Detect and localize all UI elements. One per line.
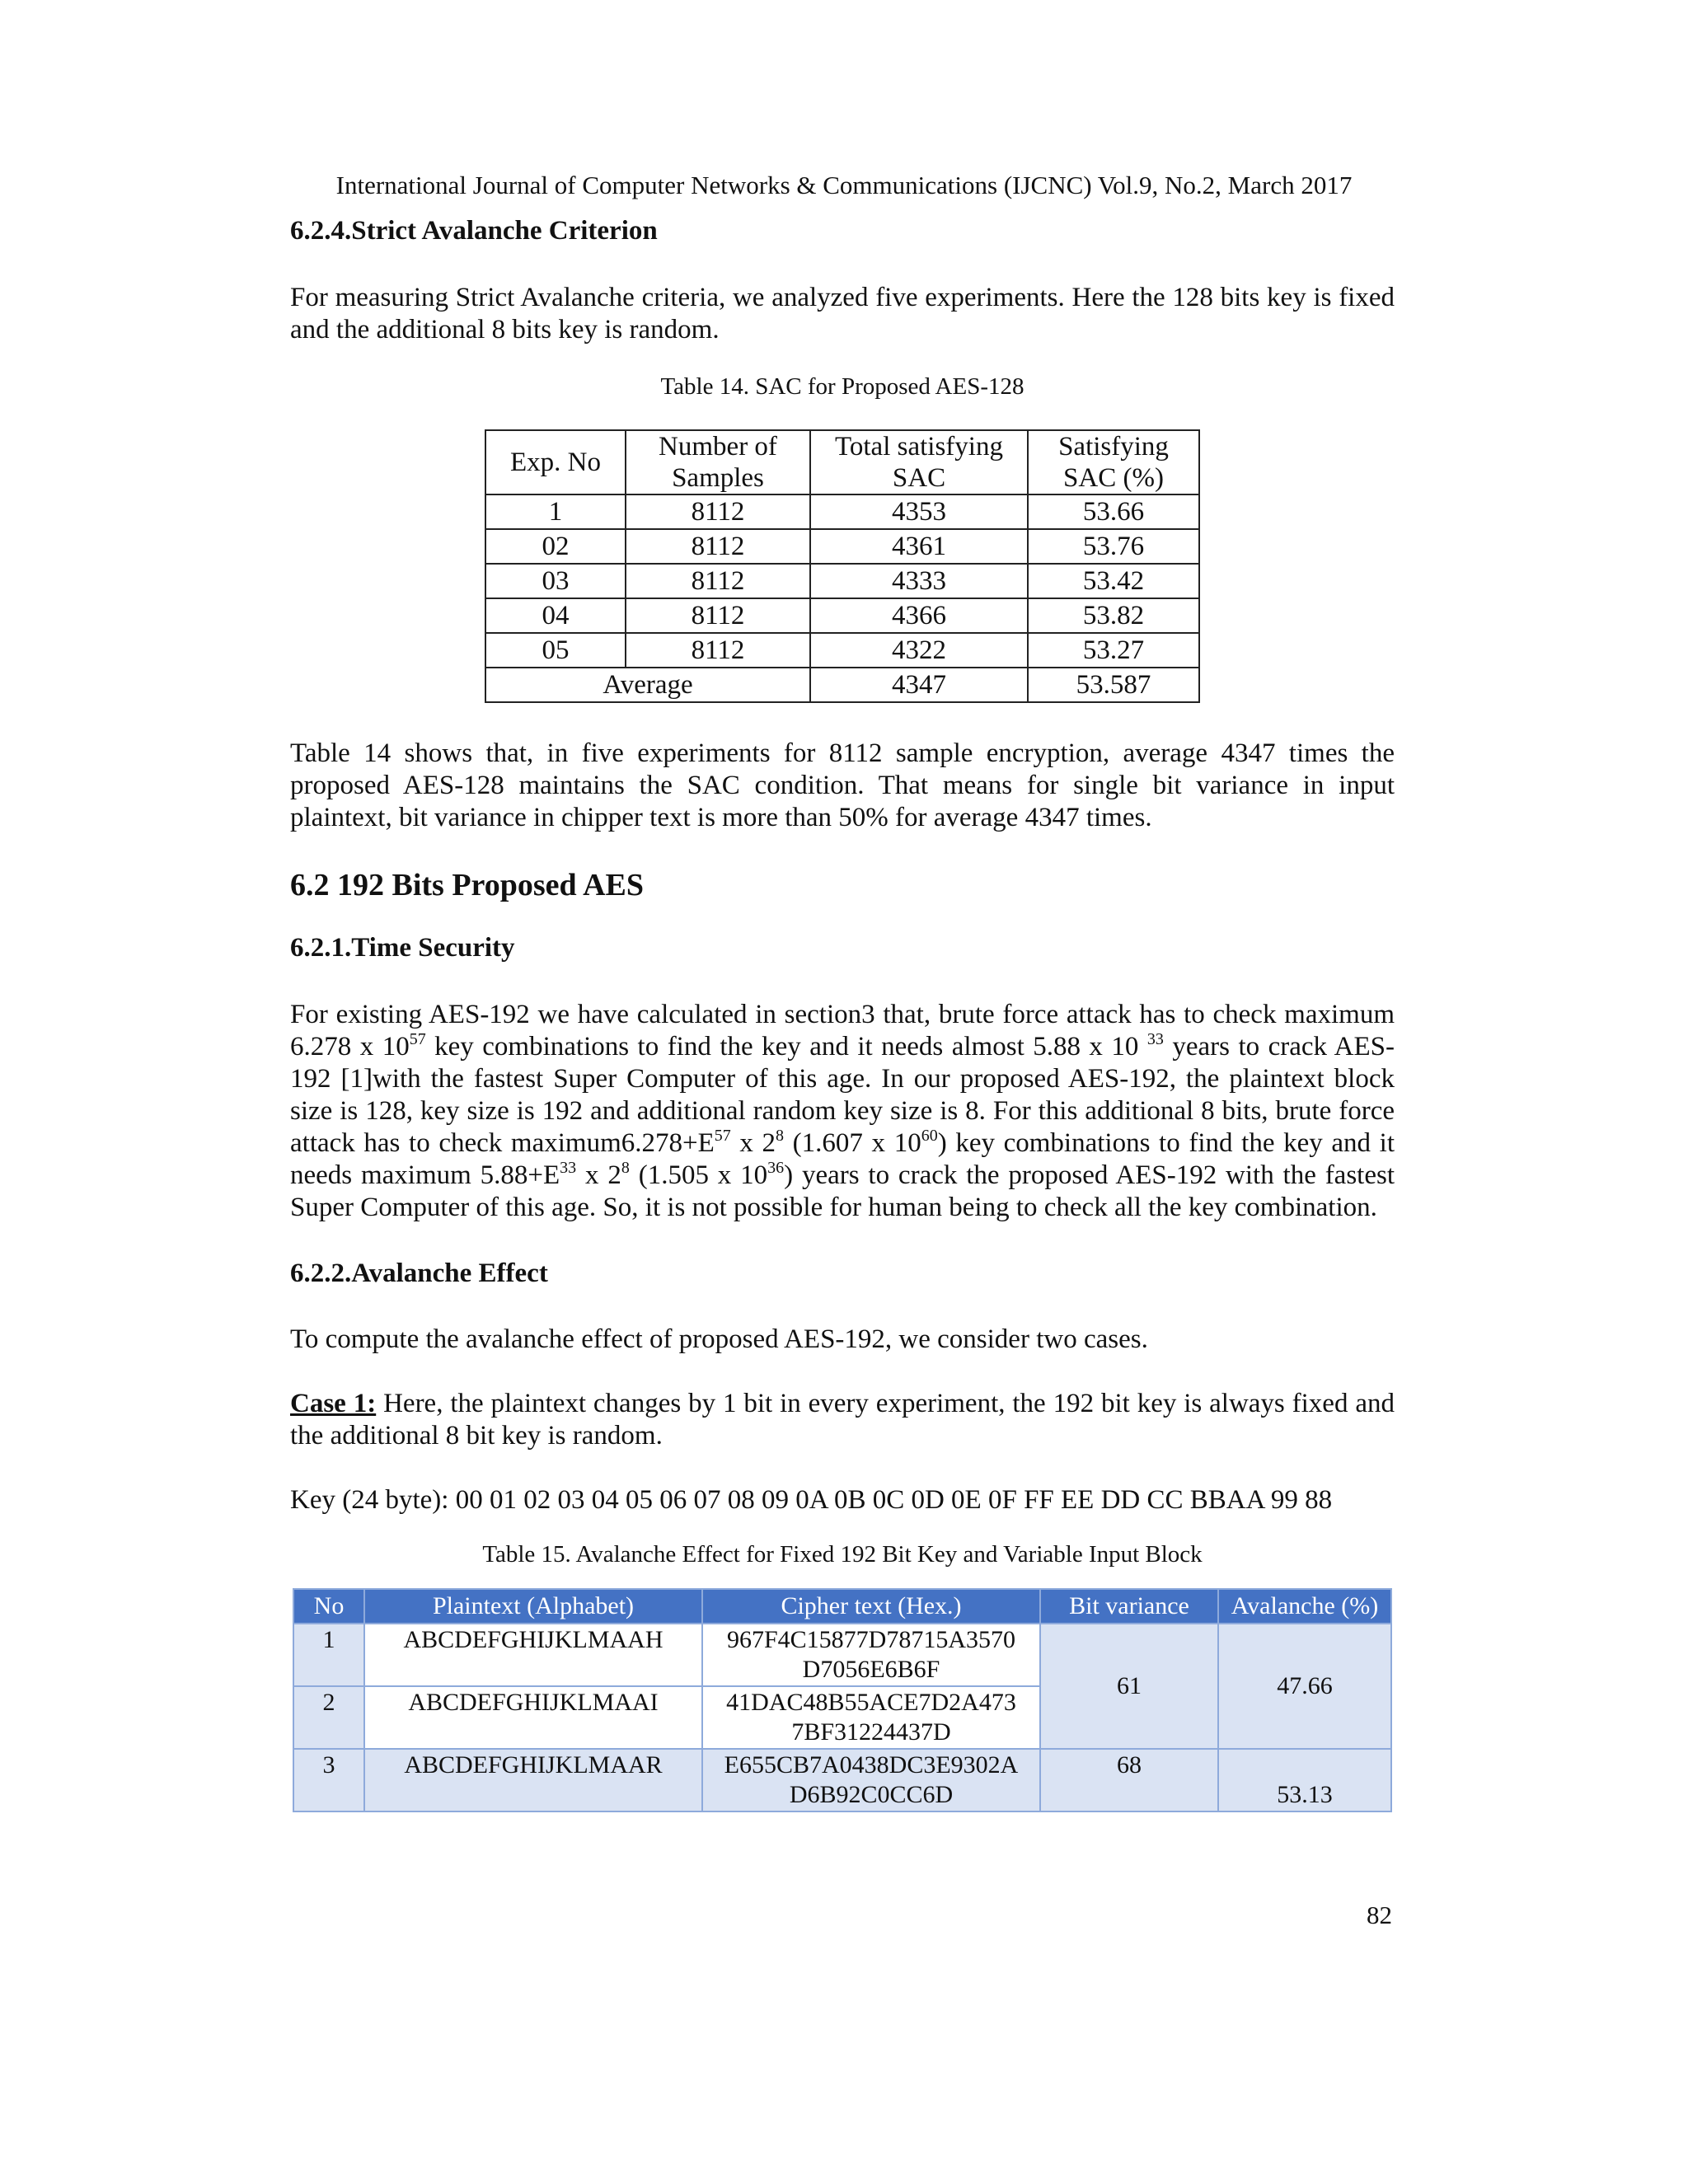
table15-no: 1: [293, 1624, 364, 1686]
table14-cell: 02: [485, 529, 626, 564]
paragraph-case1: [290, 1388, 1395, 1452]
table14-average-total: 4347: [810, 668, 1028, 702]
table14-header: Satisfying SAC (%): [1028, 430, 1199, 494]
table14-cell: 04: [485, 598, 626, 633]
table14-cell: 05: [485, 633, 626, 668]
case-label: Case 1:: [290, 1389, 377, 1418]
paragraph-time-security: [290, 999, 1395, 1224]
paragraph-table14-discussion: Table 14 shows that, in five experiments for 8112 sample encryption, average 4347 times the proposed AES-128 maintains the SAC condition. That means for single bit variance in input plaintext, bit variance in chipper text is more than 50% for average 4347 times.: [290, 738, 1395, 832]
table15-bit-variance: 68: [1040, 1749, 1218, 1811]
text-run: x 2: [576, 1160, 621, 1190]
text-run: (1.607 x 10: [784, 1128, 921, 1158]
table15-ciphertext: [702, 1686, 1040, 1749]
table-row: [293, 1749, 1391, 1811]
table14-cell: 4322: [810, 633, 1028, 668]
table-row: [485, 564, 1199, 598]
text-run: x 2: [730, 1128, 776, 1158]
page-number: 82: [1367, 1900, 1392, 1929]
superscript: 33: [560, 1159, 577, 1177]
table14-cell: 1: [485, 494, 626, 529]
table15-bit-variance: 61: [1040, 1624, 1218, 1749]
text-run: years to crack AES-192 [1]with the fastest Super Computer of this age. In our proposed AES-192, the plaintext block size is 128, key size is 192 and additional random key size is 8. For this additional 8 bits, brute force attack has to check maximum6.278+E: [290, 1032, 1395, 1158]
table-row: [485, 529, 1199, 564]
table15-ciphertext: [702, 1624, 1040, 1686]
table14-cell: 8112: [626, 564, 810, 598]
cipher-line: 967F4C15877D78715A3570: [726, 1626, 1016, 1653]
table14-cell: 53.66: [1028, 494, 1199, 529]
table14: [485, 429, 1200, 703]
table14-cell: 8112: [626, 633, 810, 668]
table14-cell: 4361: [810, 529, 1028, 564]
table15: [293, 1588, 1392, 1812]
superscript: 8: [776, 1127, 785, 1145]
cipher-line: D7056E6B6F: [802, 1656, 940, 1683]
table-row: [485, 633, 1199, 668]
text-run: (1.505 x 10: [629, 1160, 768, 1190]
table14-average-percent: 53.587: [1028, 668, 1199, 702]
table14-average-label: Average: [485, 668, 810, 702]
paragraph-sac-intro: For measuring Strict Avalanche criteria, we analyzed five experiments. Here the 128 bits key is fixed and the additional 8 bits key is random.: [290, 283, 1395, 344]
table15-header: Plaintext (Alphabet): [364, 1589, 702, 1624]
table15-caption: Table 15. Avalanche Effect for Fixed 192 Bit Key and Variable Input Block: [482, 1541, 1203, 1568]
key-line: Key (24 byte): 00 01 02 03 04 05 06 07 08 09 0A 0B 0C 0D 0E 0F FF EE DD CC BBAA 99 88: [290, 1485, 1333, 1515]
cipher-line: E655CB7A0438DC3E9302A: [724, 1751, 1019, 1779]
table14-cell: 4333: [810, 564, 1028, 598]
table14-header: Number of Samples: [626, 430, 810, 494]
table15-header: No: [293, 1589, 364, 1624]
table15-plaintext: ABCDEFGHIJKLMAAR: [364, 1749, 702, 1811]
table-row: [485, 598, 1199, 633]
cipher-line: 7BF31224437D: [791, 1718, 951, 1746]
table15-plaintext: ABCDEFGHIJKLMAAI: [364, 1686, 702, 1749]
table14-cell: 4353: [810, 494, 1028, 529]
table14-cell: 53.82: [1028, 598, 1199, 633]
table14-cell: 53.76: [1028, 529, 1199, 564]
page-content: [290, 216, 1395, 1812]
text-run: Here, the plaintext changes by 1 bit in every experiment, the 192 bit key is always fixed and the additional 8 bit key is random.: [290, 1389, 1395, 1451]
table14-cell: 8112: [626, 494, 810, 529]
table15-header: Avalanche (%): [1218, 1589, 1391, 1624]
table14-header: Exp. No: [485, 430, 626, 494]
text-run: key combinations to find the key and it needs almost 5.88 x 10: [425, 1032, 1147, 1062]
table14-header-row: [485, 430, 1199, 494]
table14-average-row: [485, 668, 1199, 702]
text-run: ) years to crack the proposed AES-192 with the fastest Super Computer of this age. So, it is not possible for human being to check all the key combination.: [290, 1160, 1395, 1222]
table15-avalanche: 53.13: [1218, 1749, 1391, 1811]
table15-no: 2: [293, 1686, 364, 1749]
table14-caption: Table 14. SAC for Proposed AES-128: [660, 373, 1025, 400]
table-row: [293, 1624, 1391, 1686]
superscript: 60: [921, 1127, 938, 1145]
table15-plaintext: ABCDEFGHIJKLMAAH: [364, 1624, 702, 1686]
cipher-line: 41DAC48B55ACE7D2A473: [726, 1689, 1016, 1716]
table15-avalanche: 47.66: [1218, 1624, 1391, 1749]
section-heading-avalanche: 6.2.2.Avalanche Effect: [290, 1258, 548, 1288]
table14-cell: 53.27: [1028, 633, 1199, 668]
table14-cell: 53.42: [1028, 564, 1199, 598]
table14-cell: 8112: [626, 598, 810, 633]
section-heading-sac: 6.2.4.Strict Avalanche Criterion: [290, 216, 658, 246]
cipher-line: D6B92C0CC6D: [789, 1781, 954, 1808]
text-run: For existing AES-192 we have calculated in section3 that, brute force attack has to check maximum 6.278 x 10: [290, 1000, 1395, 1062]
text-run: ) key combinations to find the key and it needs maximum 5.88+E: [290, 1128, 1395, 1190]
superscript: 36: [767, 1159, 785, 1177]
table-row: [485, 494, 1199, 529]
section-heading-time-security: 6.2.1.Time Security: [290, 933, 515, 963]
superscript: 33: [1146, 1030, 1164, 1048]
running-header: International Journal of Computer Networks & Communications (IJCNC) Vol.9, No.2, March 2017: [335, 171, 1353, 199]
table15-header-row: [293, 1589, 1391, 1624]
table15-no: 3: [293, 1749, 364, 1811]
superscript: 8: [621, 1159, 630, 1177]
table14-cell: 03: [485, 564, 626, 598]
table14-header: Total satisfying SAC: [810, 430, 1028, 494]
table15-ciphertext: [702, 1749, 1040, 1811]
superscript: 57: [714, 1127, 731, 1145]
table15-header: Bit variance: [1040, 1589, 1218, 1624]
table14-cell: 8112: [626, 529, 810, 564]
section-heading-192: 6.2 192 Bits Proposed AES: [290, 868, 644, 902]
superscript: 57: [409, 1030, 426, 1048]
table14-cell: 4366: [810, 598, 1028, 633]
paragraph-avalanche-intro: To compute the avalanche effect of proposed AES-192, we consider two cases.: [290, 1324, 1148, 1354]
table15-header: Cipher text (Hex.): [702, 1589, 1040, 1624]
